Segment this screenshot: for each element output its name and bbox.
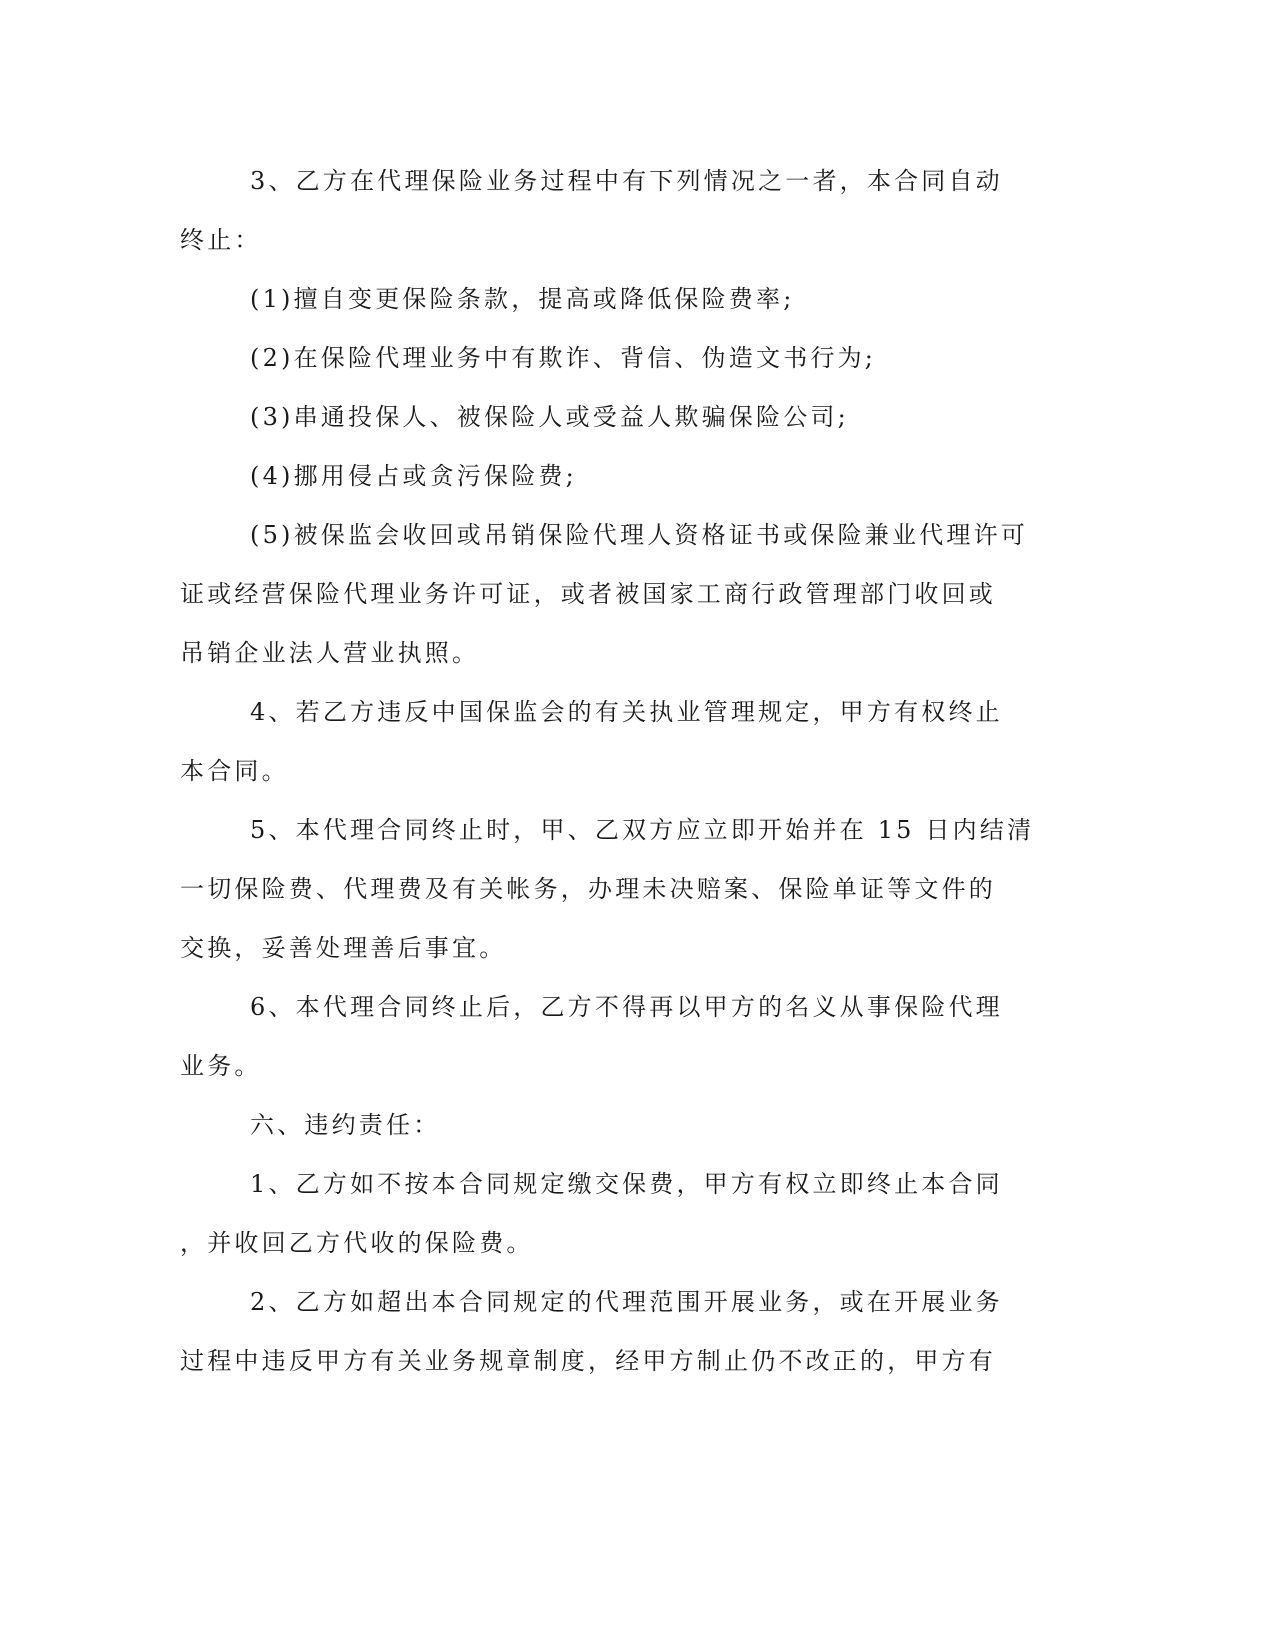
text-line: (3)串通投保人、被保险人或受益人欺骗保险公司;	[250, 403, 849, 431]
paragraph	[180, 1161, 1040, 1279]
text-line: 1、乙方如不按本合同规定缴交保费，甲方有权立即终止本合同	[250, 1170, 1003, 1198]
text-line: 3、乙方在代理保险业务过程中有下列情况之一者，本合同自动	[250, 167, 1003, 195]
paragraph	[180, 158, 1040, 276]
document-body	[180, 158, 1040, 1397]
paragraph	[180, 807, 1040, 984]
text-line: 六、违约责任：	[250, 1111, 441, 1139]
text-line: (4)挪用侵占或贪污保险费;	[250, 462, 577, 490]
text-line: 交换，妥善处理善后事宜。	[180, 934, 507, 962]
paragraph	[180, 394, 1040, 453]
paragraph	[180, 453, 1040, 512]
text-line: 4、若乙方违反中国保监会的有关执业管理规定，甲方有权终止	[250, 698, 1003, 726]
text-line: 本合同。	[180, 757, 289, 785]
text-line: 2、乙方如超出本合同规定的代理范围开展业务，或在开展业务	[250, 1288, 1003, 1316]
text-line: 过程中违反甲方有关业务规章制度，经甲方制止仍不改正的，甲方有	[180, 1347, 996, 1375]
text-line: (2)在保险代理业务中有欺诈、背信、伪造文书行为;	[250, 344, 877, 372]
text-line: 终止：	[180, 226, 262, 254]
paragraph	[180, 335, 1040, 394]
paragraph	[180, 1279, 1040, 1397]
paragraph	[180, 984, 1040, 1102]
text-line: (1)擅自变更保险条款，提高或降低保险费率;	[250, 285, 795, 313]
text-line: 证或经营保险代理业务许可证，或者被国家工商行政管理部门收回或	[180, 580, 996, 608]
paragraph	[180, 512, 1040, 689]
text-line: (5)被保监会收回或吊销保险代理人资格证书或保险兼业代理许可	[250, 521, 1028, 549]
text-line: 吊销企业法人营业执照。	[180, 639, 480, 667]
paragraph	[180, 1102, 1040, 1161]
paragraph	[180, 276, 1040, 335]
text-line: 一切保险费、代理费及有关帐务，办理未决赔案、保险单证等文件的	[180, 875, 996, 903]
text-line: 5、本代理合同终止时，甲、乙双方应立即开始并在 15 日内结清	[250, 816, 1035, 844]
text-line: ，并收回乙方代收的保险费。	[180, 1229, 534, 1257]
text-line: 6、本代理合同终止后，乙方不得再以甲方的名义从事保险代理	[250, 993, 1003, 1021]
text-line: 业务。	[180, 1052, 262, 1080]
paragraph	[180, 689, 1040, 807]
